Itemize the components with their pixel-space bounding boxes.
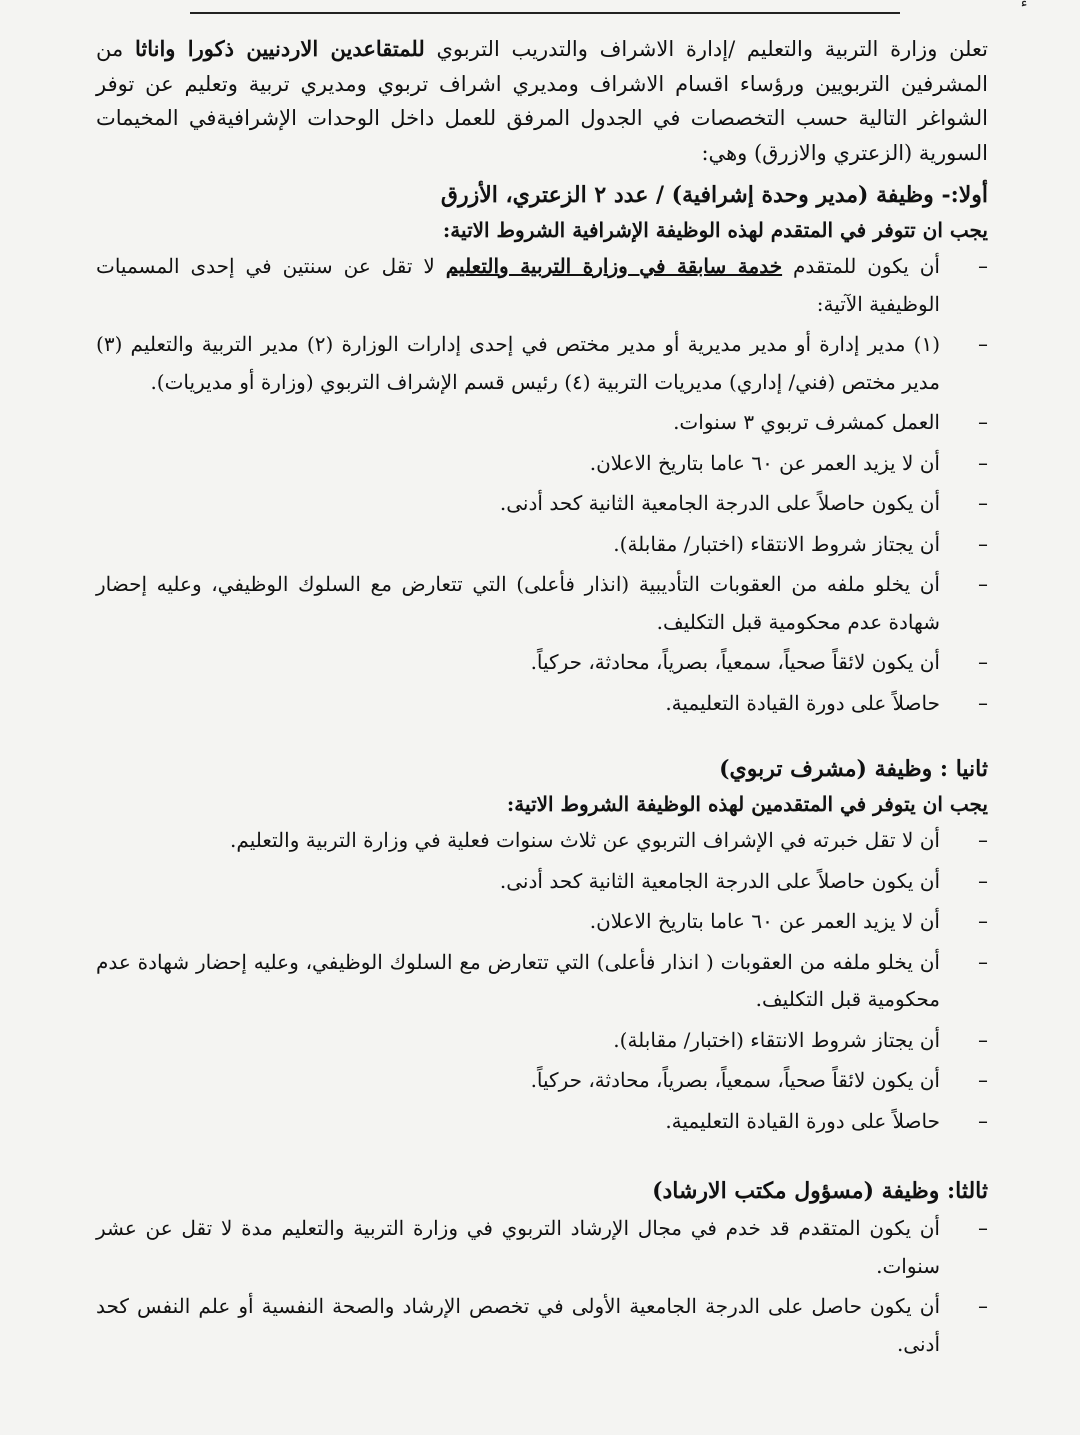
- section2-title: ثانيا : وظيفة (مشرف تربوي): [719, 756, 988, 782]
- list-item: – أن يجتاز شروط الانتقاء (اختبار/ مقابلة).: [96, 1022, 988, 1060]
- list-item: – العمل كمشرف تربوي ٣ سنوات.: [96, 404, 988, 442]
- dash-bullet: –: [978, 572, 988, 596]
- section1-title: أولا:- وظيفة (مدير وحدة إشرافية) / عدد ٢ الزعتري، الأزرق: [440, 182, 988, 208]
- list-item: – أن يكون لائقاً صحياً، سمعياً، بصرياً، محادثة، حركياً.: [96, 644, 988, 682]
- underlined-text: خدمة سابقة في وزارة التربية والتعليم: [445, 254, 783, 278]
- dash-bullet: –: [978, 332, 988, 356]
- pen-mark-icon: ٴ: [1020, 0, 1028, 30]
- list-item: – أن يكون لائقاً صحياً، سمعياً، بصرياً، محادثة، حركياً.: [96, 1062, 988, 1100]
- list-item: – أن لا يزيد العمر عن ٦٠ عاما بتاريخ الاعلان.: [96, 903, 988, 941]
- list-item: – أن يخلو ملفه من العقوبات ( انذار فأعلى) التي تتعارض مع السلوك الوظيفي، وعليه إحضار شهادة عدم محكومية قبل التكليف.: [96, 944, 988, 1019]
- dash-bullet: –: [978, 909, 988, 933]
- dash-bullet: –: [978, 868, 988, 893]
- intro-bold-text: للمتقاعدين الاردنيين ذكورا واناثا: [134, 36, 425, 61]
- list-item: – أن يجتاز شروط الانتقاء (اختبار/ مقابلة).: [96, 526, 988, 564]
- section1-requirement: يجب ان تتوفر في المتقدم لهذه الوظيفة الإشرافية الشروط الاتية:: [442, 218, 988, 242]
- section3-title: ثالثا: وظيفة (مسؤول مكتب الارشاد): [652, 1178, 988, 1204]
- list-item: – حاصلاً على دورة القيادة التعليمية.: [96, 1103, 988, 1141]
- dash-bullet: –: [978, 1068, 988, 1092]
- dash-bullet: –: [978, 650, 988, 674]
- dash-bullet: –: [978, 690, 988, 715]
- list-item: – أن يخلو ملفه من العقوبات التأديبية (انذار فأعلى) التي تتعارض مع السلوك الوظيفي، وعليه إحضار شهادة عدم محكومية قبل التكليف.: [96, 566, 988, 641]
- dash-bullet: –: [978, 1294, 988, 1318]
- list-item: – حاصلاً على دورة القيادة التعليمية.: [96, 685, 988, 723]
- intro-text-2: من المشرفين التربويين ورؤساء اقسام الاشراف ومديري اشراف تربوي ومديري تربية وتعليم عن توفر الشواغر التالية حسب التخصصات في الجدول المرفق للعمل داخل الوحدات الإشرافيةفي المخيمات السورية (الزعتري والازرق) وهي:: [96, 37, 988, 165]
- dash-bullet: –: [978, 949, 988, 974]
- top-header-rule: [190, 0, 900, 14]
- dash-bullet: –: [978, 410, 988, 434]
- dash-bullet: –: [978, 1216, 988, 1240]
- list-item: – (١) مدير إدارة أو مدير مديرية أو مدير مختص في إحدى إدارات الوزارة (٢) مدير التربية والتعليم (٣) مدير مختص (فني/ إداري) مديريات التربية (٤) رئيس قسم الإشراف التربوي (وزارة أو مديريات).: [96, 326, 988, 401]
- intro-text-1: تعلن وزارة التربية والتعليم /إدارة الاشراف والتدريب التربوي: [424, 37, 988, 61]
- dash-bullet: –: [978, 254, 988, 278]
- section2-requirement: يجب ان يتوفر في المتقدمين لهذه الوظيفة الشروط الاتية:: [506, 792, 988, 816]
- list-item: – أن يكون حاصلاً على الدرجة الجامعية الثانية كحد أدنى.: [96, 485, 988, 523]
- section1-list: [96, 248, 988, 722]
- list-item: – أن لا تقل خبرته في الإشراف التربوي عن ثلاث سنوات فعلية في وزارة التربية والتعليم.: [96, 822, 988, 860]
- section2-list: [96, 822, 988, 1140]
- list-item: – أن يكون المتقدم قد خدم في مجال الإرشاد التربوي في وزارة التربية والتعليم مدة لا تقل عن عشر سنوات.: [96, 1210, 988, 1285]
- dash-bullet: –: [978, 1108, 988, 1133]
- list-item: – أن لا يزيد العمر عن ٦٠ عاما بتاريخ الاعلان.: [96, 445, 988, 483]
- dash-bullet: –: [978, 491, 988, 515]
- list-item: – أن يكون حاصل على الدرجة الجامعية الأولى في تخصص الإرشاد والصحة النفسية أو علم النفس كحد أدنى.: [96, 1288, 988, 1363]
- list-item: – أن يكون حاصلاً على الدرجة الجامعية الثانية كحد أدنى.: [96, 863, 988, 901]
- dash-bullet: –: [978, 828, 988, 852]
- dash-bullet: –: [978, 531, 988, 556]
- dash-bullet: –: [978, 1027, 988, 1052]
- section3-list: [96, 1210, 988, 1363]
- dash-bullet: –: [978, 450, 988, 475]
- intro-paragraph: [96, 32, 988, 170]
- list-item: – أن يكون للمتقدم خدمة سابقة في وزارة التربية والتعليم لا تقل عن سنتين في إحدى المسميات الوظيفية الآتية:: [96, 248, 988, 323]
